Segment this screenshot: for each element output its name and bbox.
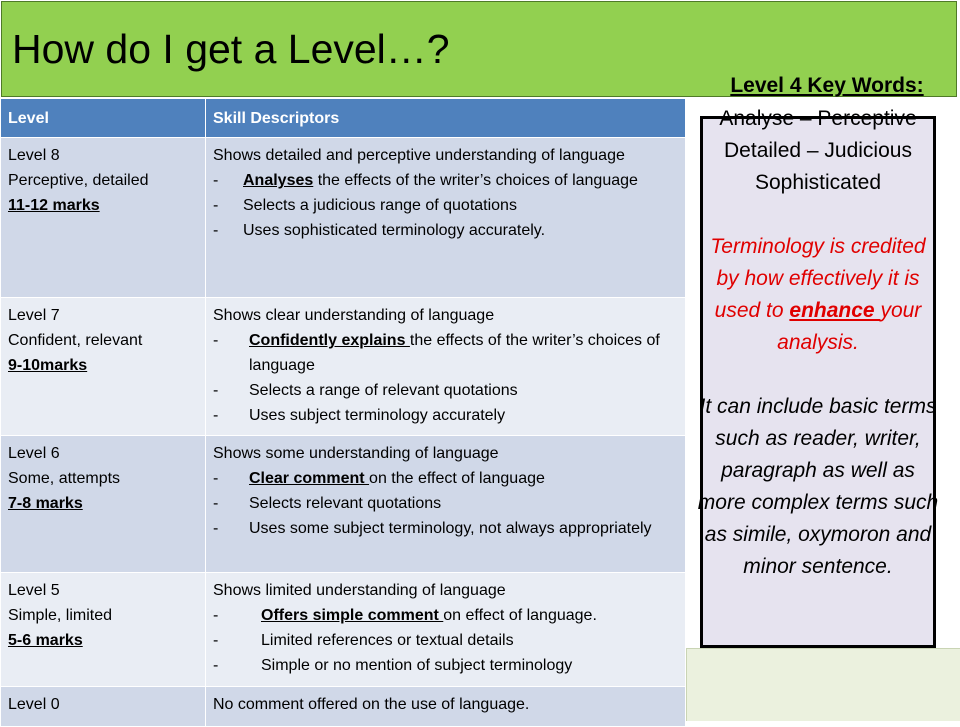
descriptors-column-header: Skill Descriptors <box>206 99 686 138</box>
level-description: Confident, relevant <box>8 332 143 349</box>
level-name: Level 0 <box>8 696 60 713</box>
descriptor-summary: Shows detailed and perceptive understanding of language <box>213 147 625 164</box>
key-words-line-1: Analyse – Perceptive <box>719 107 917 130</box>
key-words-line-2: Detailed – Judicious <box>724 139 912 162</box>
skill-keyword: Offers simple comment <box>261 607 444 624</box>
level-column-header: Level <box>1 99 206 138</box>
level-marks: 11-12 marks <box>8 197 100 214</box>
level-cell <box>1 687 206 727</box>
skill-text: Limited references or textual details <box>261 632 514 649</box>
level-marks: 5-6 marks <box>8 632 83 649</box>
terminology-note-end: your analysis. <box>777 299 922 354</box>
list-item <box>213 168 678 193</box>
level-name: Level 5 <box>8 582 60 599</box>
list-item <box>213 193 678 218</box>
descriptor-summary: Shows some understanding of language <box>213 445 499 462</box>
level-descriptor-table <box>0 98 686 727</box>
skill-keyword: Analyses <box>243 172 314 189</box>
level-description: Perceptive, detailed <box>8 172 149 189</box>
descriptor-summary: Shows limited understanding of language <box>213 582 506 599</box>
level-cell <box>1 138 206 298</box>
skill-keyword: Confidently explains <box>249 332 410 349</box>
terminology-note <box>697 231 939 359</box>
list-item <box>213 218 678 243</box>
key-words-line-3: Sophisticated <box>754 171 882 194</box>
key-words-text <box>697 103 939 583</box>
descriptor-cell <box>206 436 686 573</box>
table-row-level-0 <box>1 687 686 727</box>
list-item <box>213 628 678 653</box>
level-name: Level 8 <box>8 147 60 164</box>
list-item <box>213 653 678 678</box>
enhance-keyword: enhance <box>789 299 881 322</box>
table-row-level-6 <box>1 436 686 573</box>
terminology-note-text: Terminology is credited by how effectively it is used to <box>710 235 926 322</box>
list-item <box>213 491 678 516</box>
skill-text: Uses some subject terminology, not always appropriately <box>249 520 652 537</box>
list-item <box>213 403 678 428</box>
level-cell <box>1 298 206 436</box>
descriptor-cell <box>206 573 686 687</box>
skill-text: Selects a range of relevant quotations <box>249 382 518 399</box>
level-description: Simple, limited <box>8 607 113 624</box>
descriptor-cell <box>206 298 686 436</box>
list-item <box>213 603 678 628</box>
level-description: Some, attempts <box>8 470 121 487</box>
level-name: Level 7 <box>8 307 60 324</box>
skill-text: Selects a judicious range of quotations <box>243 197 517 214</box>
descriptor-summary: Shows clear understanding of language <box>213 307 495 324</box>
table-header-row <box>1 99 686 138</box>
table-row-level-7 <box>1 298 686 436</box>
key-words-heading: Level 4 Key Words: <box>730 74 924 97</box>
list-item <box>213 466 678 491</box>
list-item <box>213 378 678 403</box>
table-row-level-5 <box>1 573 686 687</box>
descriptor-summary: No comment offered on the use of language. <box>213 696 530 713</box>
skill-text: Simple or no mention of subject terminology <box>261 657 573 674</box>
descriptor-cell <box>206 138 686 298</box>
level-marks: 7-8 marks <box>8 495 83 512</box>
skill-text: on effect of language. <box>443 607 597 624</box>
basic-terms-note: It can include basic terms such as reader, writer, paragraph as well as more complex terms such as simile, oxymoron and minor sentence. <box>697 395 939 578</box>
level-marks: 9-10marks <box>8 357 88 374</box>
descriptor-cell <box>206 687 686 727</box>
right-panel-box <box>686 648 960 721</box>
skill-text: the effects of the writer’s choices of language <box>313 172 638 189</box>
list-item <box>213 516 678 541</box>
skill-text: Uses sophisticated terminology accurately. <box>243 222 546 239</box>
level-cell <box>1 436 206 573</box>
level-cell <box>1 573 206 687</box>
list-item <box>213 328 678 378</box>
page-title: How do I get a Level…? <box>12 26 450 72</box>
skill-text: on the effect of language <box>369 470 545 487</box>
skill-keyword: Clear comment <box>249 470 370 487</box>
skill-text: the effects of the writer’s choices of language <box>249 332 660 374</box>
skill-text: Selects relevant quotations <box>249 495 442 512</box>
level-name: Level 6 <box>8 445 60 462</box>
table-row-level-8 <box>1 138 686 298</box>
skill-text: Uses subject terminology accurately <box>249 407 506 424</box>
